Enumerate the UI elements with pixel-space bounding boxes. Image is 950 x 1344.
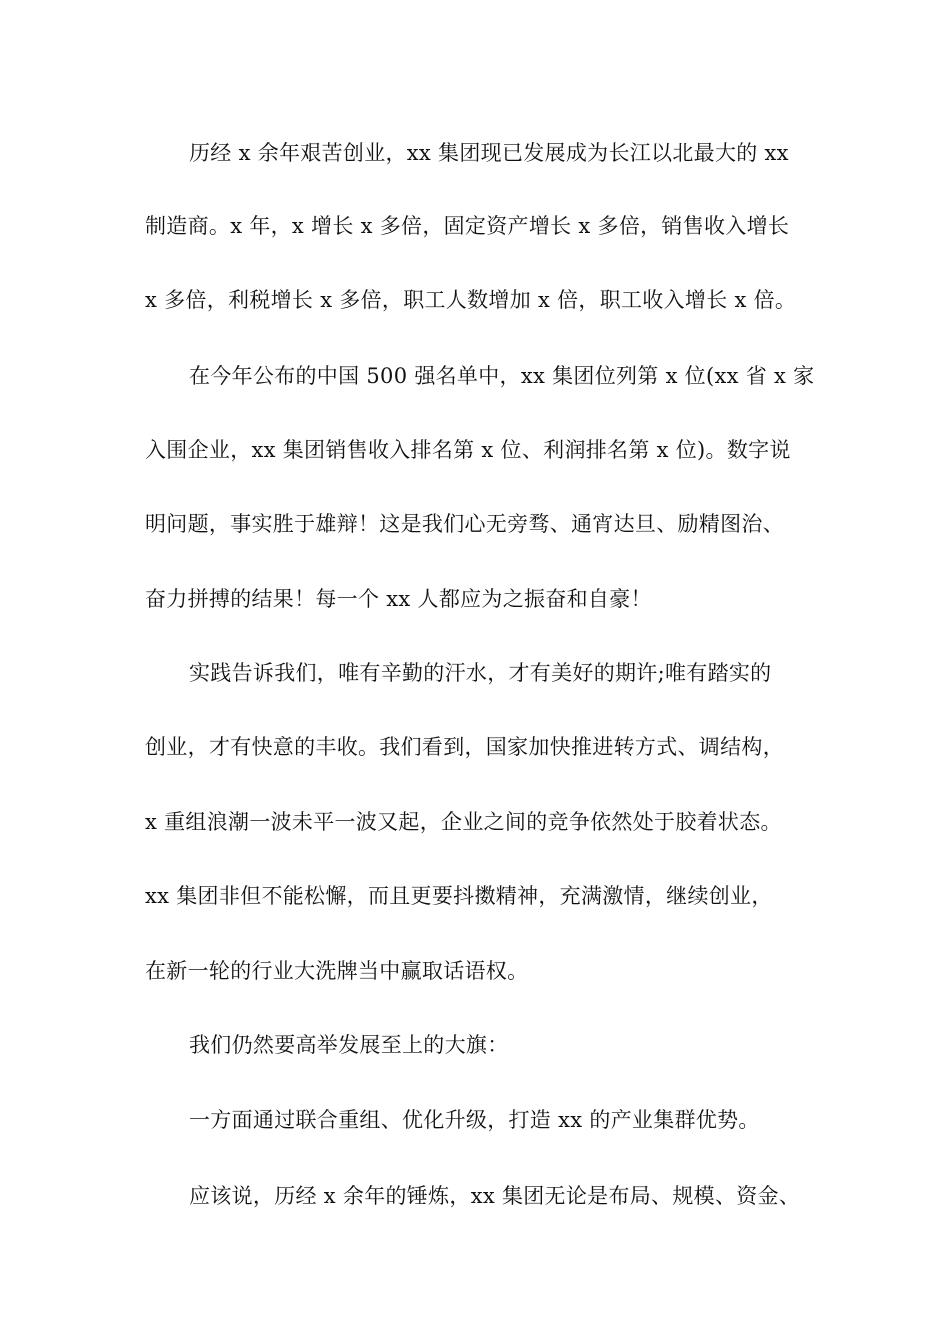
- paragraph-2-line-4: 奋力拼搏的结果！每一个 xx 人都应为之振奋和自豪！: [145, 587, 652, 611]
- paragraph-3-line-5: 在新一轮的行业大洗牌当中赢取话语权。: [145, 959, 529, 983]
- paragraph-3-line-1: 实践告诉我们，唯有辛勤的汗水，才有美好的期许;唯有踏实的: [189, 661, 772, 685]
- paragraph-5-line-1: 一方面通过联合重组、优化升级，打造 xx 的产业集群优势。: [189, 1108, 760, 1132]
- paragraph-1-line-1: 历经 x 余年艰苦创业，xx 集团现已发展成为长江以北最大的 xx: [189, 141, 789, 165]
- paragraph-1-line-2: 制造商。x 年，x 增长 x 多倍，固定资产增长 x 多倍，销售收入增长: [145, 214, 790, 238]
- paragraph-3-line-3: x 重组浪潮一波未平一波又起，企业之间的竞争依然处于胶着状态。: [145, 810, 782, 834]
- paragraph-2-line-1: 在今年公布的中国 500 强名单中，xx 集团位列第 x 位(xx 省 x 家: [189, 364, 815, 388]
- paragraph-1-line-3: x 多倍，利税增长 x 多倍，职工人数增加 x 倍，职工收入增长 x 倍。: [145, 288, 797, 312]
- paragraph-3-line-4: xx 集团非但不能松懈，而且更要抖擞精神，充满激情，继续创业，: [145, 884, 773, 908]
- paragraph-3-line-2: 创业，才有快意的丰收。我们看到，国家加快推进转方式、调结构，: [145, 735, 784, 759]
- paragraph-2-line-2: 入围企业，xx 集团销售收入排名第 x 位、利润排名第 x 位)。数字说: [145, 438, 791, 462]
- paragraph-6-line-1: 应该说，历经 x 余年的锤炼，xx 集团无论是布局、规模、资金、: [189, 1184, 801, 1208]
- paragraph-4-line-1: 我们仍然要高举发展至上的大旗：: [189, 1033, 509, 1057]
- paragraph-2-line-3: 明问题，事实胜于雄辩！这是我们心无旁骛、通宵达旦、励精图治、: [145, 512, 784, 536]
